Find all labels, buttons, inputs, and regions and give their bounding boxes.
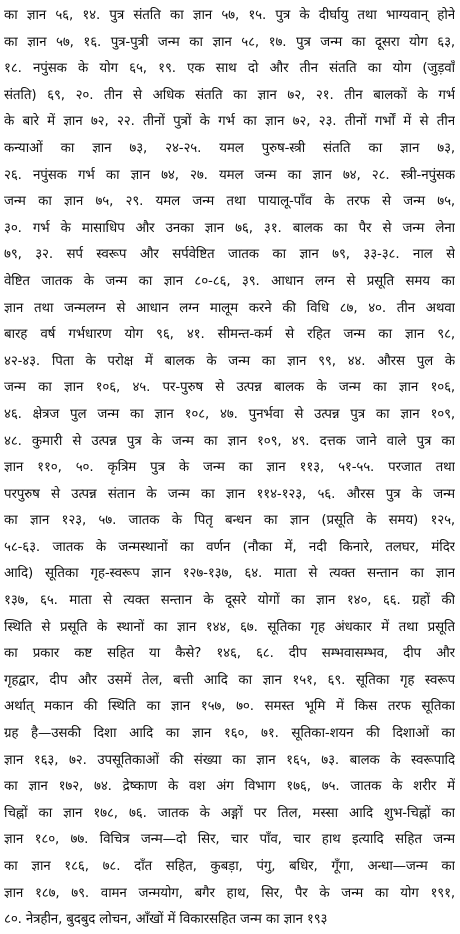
text-line: का ज्ञान १८६, ७८. दाँत सहित, कुबड़ा, पंगु, बधिर, गूँगा, अन्धा—जन्म का: [4, 859, 455, 874]
text-line: ५८-६३. जातक के जन्मस्थानों का वर्णन (नौका में, नदी किनारे, तलघर, मंदिर: [4, 539, 455, 555]
text-line: ७९, ३२. सर्प स्वरूप और सर्पवेष्टित जातक का ज्ञान ७९, ३३-३८. नाल से: [4, 247, 455, 263]
text-line: अर्थात् मकान की स्थिति का ज्ञान १५७, ७०. समस्त भूमि में किस तरफ सूतिका: [4, 699, 455, 715]
text-line: गृहद्वार, दीप और उसमें तेल, बत्ती आदि का ज्ञान १५१, ६९. सूतिका गृह स्वरूप: [4, 672, 455, 688]
text-line: ज्ञान ११०, ५०. कृत्रिम पुत्र के जन्म का ज्ञान ११३, ५१-५५. परजात तथा: [4, 460, 455, 476]
table-of-contents-text: [4, 3, 455, 934]
text-line: ८०. नेत्रहीन, बुदबुद लोचन, आँखों में विकारसहित जन्म का ज्ञान १९३: [4, 912, 328, 928]
text-line: ३०. गर्भ के मासाधिप और उनका ज्ञान ७६, ३१. बालक का पैर से जन्म लेना: [4, 220, 455, 236]
text-line: ४८. कुमारी से उत्पन्न पुत्र के जन्म का ज्ञान १०९, ४९. दत्तक जाने वाले पुत्र का: [4, 433, 455, 449]
text-line: का ज्ञान ५६, १४. पुत्र संतति का ज्ञान ५७, १५. पुत्र के दीर्घायु तथा भाग्यवान् होने: [4, 8, 455, 23]
text-line: वेष्टित जातक के जन्म का ज्ञान ८०-८६, ३९. आधान लग्न से प्रसूति समय का: [4, 273, 455, 289]
text-line: ४६. क्षेत्रज पुल जन्म का ज्ञान १०८, ४७. पुनर्भवा से उत्पन्न पुत्र का ज्ञान १०९,: [4, 406, 455, 422]
text-line: कन्याओं का ज्ञान ७३, २४-२५. यमल पुरुष-स्त्री संतति का ज्ञान ७३,: [4, 140, 455, 156]
text-line: आदि) सूतिका गृह-स्वरूप ज्ञान १२७-१३७, ६४. माता से त्यक्त सन्तान का ज्ञान: [4, 566, 455, 582]
text-line: ग्रह है—उसकी दिशा आदि का ज्ञान १६०, ७१. सूतिका-शयन की दिशाओं का: [4, 726, 455, 742]
text-line: ४२-४३. पिता के परोक्ष में बालक के जन्म का ज्ञान ९९, ४४. औरस पुल के: [4, 353, 455, 369]
text-line: ज्ञान १८०, ७७. विचित्र जन्म—दो सिर, चार पाँव, चार हाथ इत्यादि सहित जन्म: [4, 832, 455, 848]
text-line: ज्ञान १६३, ७२. उपसूतिकाओं की संख्या का ज्ञान १६५, ७३. बालक के स्वरूपादि: [4, 752, 455, 768]
text-line: परपुरुष से उत्पन्न संतान के जन्म का ज्ञान ११४-१२३, ५६. औरस पुत्र के जन्म: [4, 486, 455, 502]
text-line: का प्रकार कष्ट सहित या कैसे? १४६, ६८. दीप सम्भवासम्भव, दीप और: [4, 646, 455, 662]
text-line: २६. नपुंसक गर्भ का ज्ञान ७४, २७. यमल जन्म का ज्ञान ७४, २८. स्त्री-नपुंसक: [4, 167, 455, 183]
text-line: का ज्ञान १७२, ७४. द्रेष्काण के वश अंग विभाग १७६, ७५. जातक के शरीर में: [4, 779, 455, 795]
text-line: जन्म का ज्ञान ७५, २९. यमल जन्म तथा पायालू-पाँव के तरफ से जन्म ७५,: [4, 194, 455, 210]
text-line: १३७, ६५. माता से त्यक्त सन्तान के दूसरे योगों का ज्ञान १४०, ६६. ग्रहों की: [4, 593, 455, 609]
text-line: ज्ञान तथा जन्मलग्न से आधान लग्न मालूम करने की विधि ८७, ४०. तीन अथवा: [4, 300, 455, 316]
text-line: के बारे में ज्ञान ७२, २२. तीनों पुत्रों के गर्भ का ज्ञान ७२, २३. तीनों गर्भों में से तीन: [4, 114, 455, 130]
text-line: स्थिति से प्रसूति के स्थानों का ज्ञान १४४, ६७. सूतिका गृह अंधकार में तथा प्रसूति: [4, 619, 455, 635]
text-line: बारह वर्ष गर्भधारण योग ९६, ४१. सीमन्त-कर्म से रहित जन्म का ज्ञान ९८,: [4, 327, 455, 343]
text-line: संतति) ६९, २०. तीन से अधिक संतति का ज्ञान ७२, २१. तीन बालकों के गर्भ: [4, 87, 455, 103]
text-line: १८. नपुंसक के योग ६५, १९. एक साथ दो और तीन संतति का योग (जुड़वाँ: [4, 61, 455, 77]
text-line: ज्ञान १८७, ७९. वामन जन्मयोग, बगैर हाथ, सिर, पैर के जन्म का योग १९१,: [4, 885, 455, 901]
text-line: चिह्नों का ज्ञान १७८, ७६. जातक के अङ्गों पर तिल, मस्सा आदि शुभ-चिह्नों का: [4, 805, 455, 821]
text-line: का ज्ञान ५७, १६. पुत्र-पुत्री जन्म का ज्ञान ५८, १७. पुत्र जन्म का दूसरा योग ६३,: [4, 34, 455, 50]
text-line: का ज्ञान १२३, ५७. जातक के पितृ बन्धन का ज्ञान (प्रसूति के समय) १२५,: [4, 513, 455, 529]
text-line: जन्म का ज्ञान १०६, ४५. पर-पुरुष से उत्पन्न बालक के जन्म का ज्ञान १०६,: [4, 380, 455, 396]
